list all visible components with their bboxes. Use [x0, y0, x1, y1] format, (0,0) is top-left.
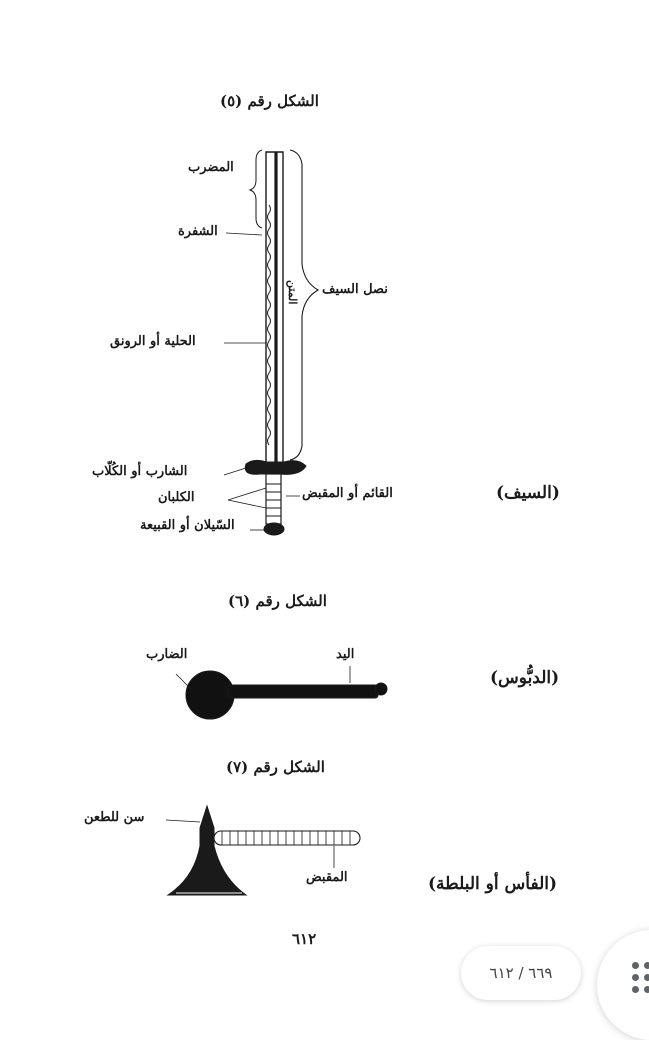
figure6-caption: الشكل رقم (٦) — [228, 592, 327, 610]
label-edge: الشفرة — [178, 224, 218, 239]
label-spike: سن للطعن — [84, 810, 145, 825]
page-indicator-text: ٦٦٩ / ٦١٢ — [489, 964, 553, 982]
mace-illustration — [176, 666, 387, 719]
page-indicator[interactable] — [461, 946, 581, 1000]
label-ornament: الحلية أو الرونق — [110, 334, 196, 349]
label-axe-grip: المقبض — [306, 870, 348, 885]
label-hand: اليد — [336, 647, 355, 662]
grid-dots-icon[interactable] — [632, 962, 649, 1002]
label-head: الضارب — [146, 647, 188, 662]
page-number: ٦١٢ — [292, 930, 317, 948]
figure6-title: (الدبُّوس) — [490, 668, 560, 688]
figure5-title: (السيف) — [496, 483, 560, 503]
label-rings: الكلبان — [158, 490, 195, 505]
label-pommel: السّيلان أو القبيعة — [140, 518, 235, 533]
label-grip: القائم أو المقبض — [302, 486, 393, 501]
figure7-title: (الفأس أو البلطة) — [428, 874, 558, 894]
label-guard: الشارب أو الكُلّاب — [92, 464, 188, 479]
label-blade: نصل السيف — [322, 282, 388, 297]
label-spine: المتن — [286, 280, 299, 305]
figure7-caption: الشكل رقم (٧) — [226, 758, 325, 776]
sword-illustration — [224, 150, 318, 535]
figure5-caption: الشكل رقم (٥) — [220, 92, 319, 110]
label-tip: المضرب — [188, 160, 234, 175]
